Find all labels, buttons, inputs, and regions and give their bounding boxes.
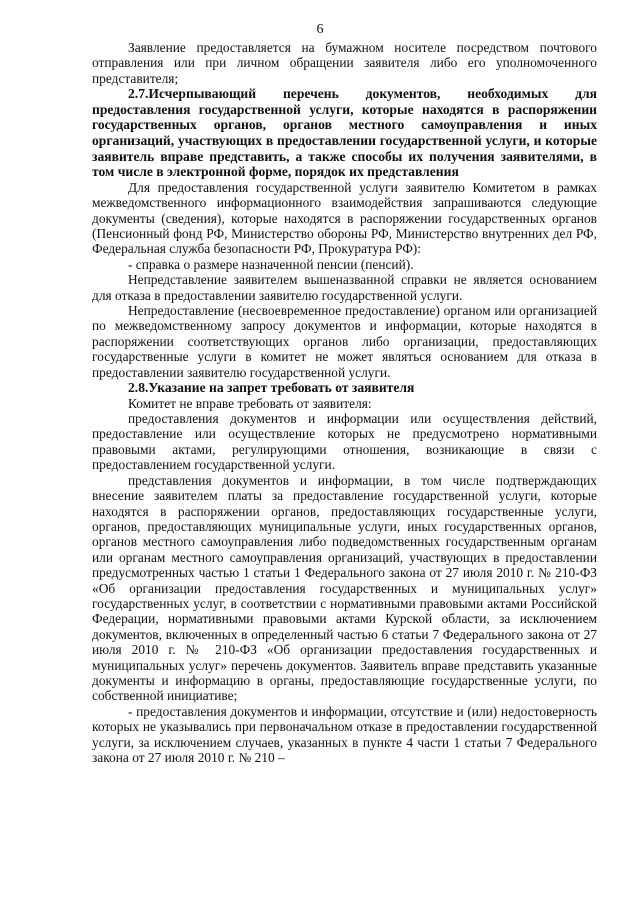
section-2-8-paragraph-1: Комитет не вправе требовать от заявителя: — [128, 395, 372, 411]
section-2-7-paragraph-2: - справка о размере назначенной пенсии (пенсий). — [128, 256, 414, 272]
section-2-8-paragraph-2: предоставления документов и информации или осуществления действий, предоставление или осуществление которых не предусмотрено нормативными правовыми актами, регулирующими отношения, возникающие в связи с предоставлением государственной услуги. — [92, 411, 597, 473]
section-2-7-paragraph-1: Для предоставления государственной услуги заявителю Комитетом в рамках межведомственного информационного взаимодействия запрашиваются следующие документы (сведения), которые находятся в распоряжении государственных органов (Пенсионный фонд РФ, Министерство обороны РФ, Министерство внутренних дел РФ, Федеральная служба безопасности РФ, Прокуратура РФ): — [92, 179, 597, 257]
section-2-8-heading: 2.8.Указание на запрет требовать от заявителя — [128, 380, 415, 396]
page-number: 6 — [316, 22, 324, 37]
section-2-8-paragraph-4: - предоставления документов и информации, отсутствие и (или) недостоверность которых не указывались при первоначальном отказе в предоставлении государственной услуги, за исключением случаев, указанных в пункте 4 части 1 статьи 7 Федерального закона от 27 июля 2010 г. № 210 – — [92, 703, 597, 765]
intro-paragraph: Заявление предоставляется на бумажном носителе посредством почтового отправления или при личном обращении заявителя либо его уполномоченного представителя; — [92, 40, 597, 86]
section-2-7-paragraph-4: Непредоставление (несвоевременное предоставление) органом или организацией по межведомственному запросу документов и информации, которые находятся в распоряжении соответствующих органов либо организации, предоставляющих государственные услуги в комитет не может являться основанием для отказа в предоставлении заявителю государственной услуги. — [92, 303, 597, 380]
section-2-7-paragraph-3: Непредставление заявителем вышеназванной справки не является основанием для отказа в предоставлении заявителю государственной услуги. — [92, 272, 597, 303]
section-2-8-paragraph-3: представления документов и информации, в том числе подтверждающих внесение заявителем платы за предоставление государственной услуги, которые находятся в распоряжении органов, предоставляющих государственные услуги, органов, предоставляющих муниципальные услуги, иных государственных органов, органов местного самоуправления либо подведомственных государственным органам или органам местного самоуправления организаций, участвующих в предоставлении предусмотренных частью 1 статьи 1 Федерального закона от 27 июля 2010 г. № 210-ФЗ «Об организации предоставления государственных и муниципальных услуг» государственных услуг, в соответствии с нормативными правовыми актами Российской Федерации, нормативными правовыми актами Курской области, за исключением документов, включенных в определенный частью 6 статьи 7 Федерального закона от 27 июля 2010 г. № 210-ФЗ «Об организации предоставления государственных и муниципальных услуг» перечень документов. Заявитель вправе представить указанные документы и информацию в органы, предоставляющие государственные услуги, по собственной инициативе; — [92, 472, 597, 704]
section-2-7-heading: 2.7.Исчерпывающий перечень документов, необходимых для предоставления государственной услуги, которые находятся в распоряжении государственных органов, органов местного самоуправления и иных организаций, участвующих в предоставлении государственной услуги, и которые заявитель вправе представить, а также способы их получения заявителями, в том числе в электронной форме, порядок их представления — [92, 86, 597, 180]
document-body — [92, 40, 597, 765]
